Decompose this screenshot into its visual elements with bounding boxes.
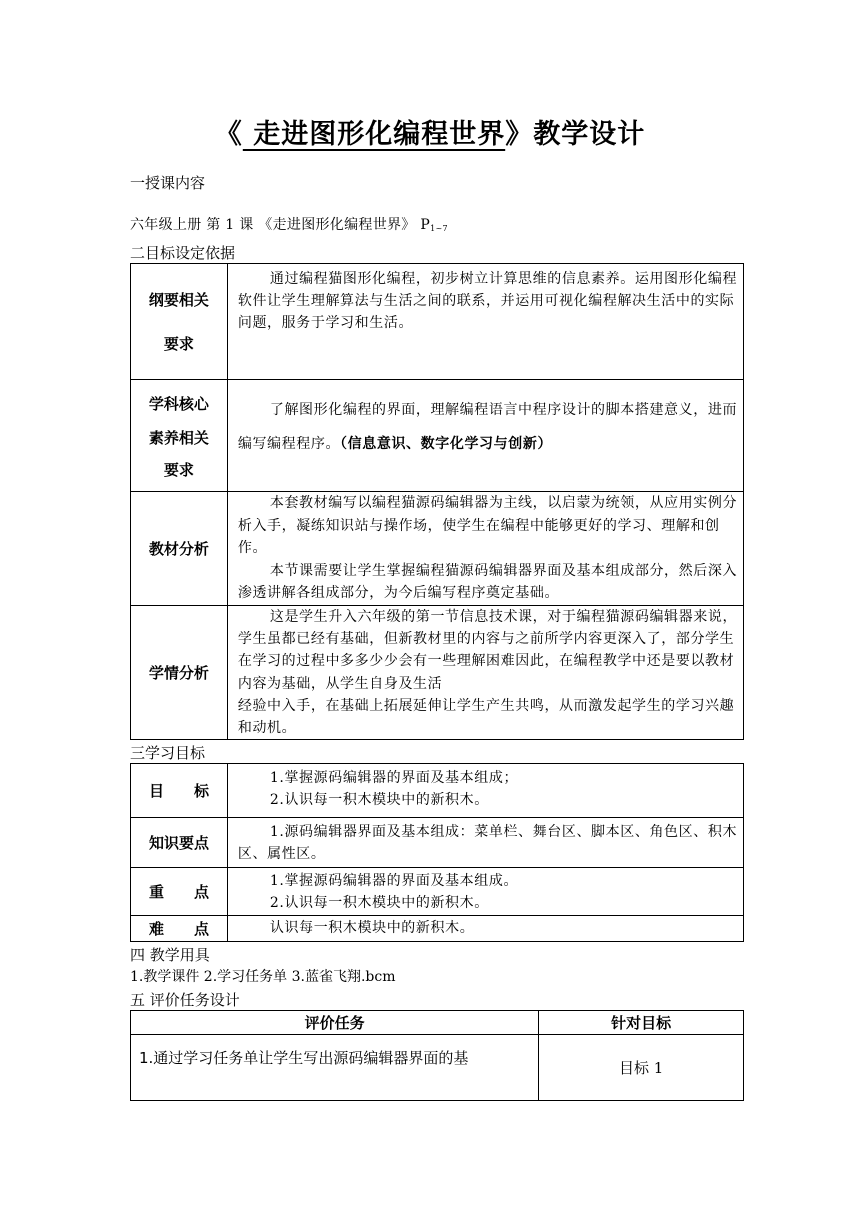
row-content: 了解图形化编程的界面，理解编程语言中程序设计的脚本搭建意义，进而编写编程程序。（信息意识、数字化学习与创新） <box>227 380 743 492</box>
row-content: 本套教材编写以编程猫源码编辑器为主线，以启蒙为统领，从应用实例分析入手，凝练知识站与操作场，使学生在编程中能够更好的学习、理解和创作。 本节课需要让学生掌握编程猫源码编辑器界面及基本组成部分，然后深入渗透讲解各组成部分，为今后编写程序奠定基础。 <box>227 492 743 606</box>
page-title: 《 走进图形化编程世界》教学设计 <box>214 119 646 150</box>
table-header-row <box>131 1011 744 1035</box>
teaching-tools: 1.教学课件 2.学习任务单 3.蓝雀飞翔.bcm <box>130 969 396 985</box>
course-info: 六年级上册 第 1 课 《走进图形化编程世界》 $P_{1\sim 7}$ <box>130 217 448 233</box>
row-label: 难 点 <box>131 916 228 942</box>
section-1-heading: 一授课内容 <box>130 174 206 192</box>
section-3-heading: 三学习目标 <box>130 744 206 762</box>
objectives-table <box>130 763 744 942</box>
row-content: 1.掌握源码编辑器的界面及基本组成。 2.认识每一积木模块中的新积木。 <box>227 868 743 916</box>
row-label: 纲要相关 要求 <box>131 264 228 380</box>
row-content: 认识每一积木模块中的新积木。 <box>227 916 743 942</box>
table-row <box>131 916 744 942</box>
table-row <box>131 818 744 868</box>
table-row <box>131 606 744 740</box>
evaluation-task: 1.通过学习任务单让学生写出源码编辑器界面的基 <box>131 1035 539 1101</box>
row-label: 目 标 <box>131 764 228 818</box>
table-row <box>131 868 744 916</box>
table-row <box>131 1035 744 1101</box>
row-content: 通过编程猫图形化编程，初步树立计算思维的信息素养。运用图形化编程软件让学生理解算法与生活之间的联系，并运用可视化编程解决生活中的实际问题，服务于学习和生活。 <box>227 264 743 380</box>
basis-table <box>130 263 744 740</box>
table-row <box>131 764 744 818</box>
row-label: 知识要点 <box>131 818 228 868</box>
row-content: 1.掌握源码编辑器的界面及基本组成； 2.认识每一积木模块中的新积木。 <box>227 764 743 818</box>
row-content: 这是学生升入六年级的第一节信息技术课，对于编程猫源码编辑器来说，学生虽都已经有基础，但新教材里的内容与之前所学内容更深入了，部分学生在学习的过程中多多少少会有一些理解困难因此，在编程教学中还是要以教材内容为基础，从学生自身及生活 经验中入手，在基础上拓展延伸让学生产生共鸣，从而激发起学生的学习兴趣和动机。 <box>227 606 743 740</box>
evaluation-table <box>130 1010 744 1101</box>
table-row <box>131 264 744 380</box>
section-2-heading: 二目标设定依据 <box>130 244 236 262</box>
column-header: 针对目标 <box>539 1011 744 1035</box>
table-row <box>131 492 744 606</box>
row-label: 学情分析 <box>131 606 228 740</box>
column-header: 评价任务 <box>131 1011 539 1035</box>
row-label: 教材分析 <box>131 492 228 606</box>
row-label: 学科核心 素养相关 要求 <box>131 380 228 492</box>
evaluation-target: 目标 1 <box>539 1035 744 1101</box>
section-5-heading: 五 评价任务设计 <box>130 991 240 1009</box>
row-content: 1.源码编辑器界面及基本组成：菜单栏、舞台区、脚本区、角色区、积木区、属性区。 <box>227 818 743 868</box>
section-4-heading: 四 教学用具 <box>130 946 210 964</box>
row-label: 重 点 <box>131 868 228 916</box>
table-row <box>131 380 744 492</box>
